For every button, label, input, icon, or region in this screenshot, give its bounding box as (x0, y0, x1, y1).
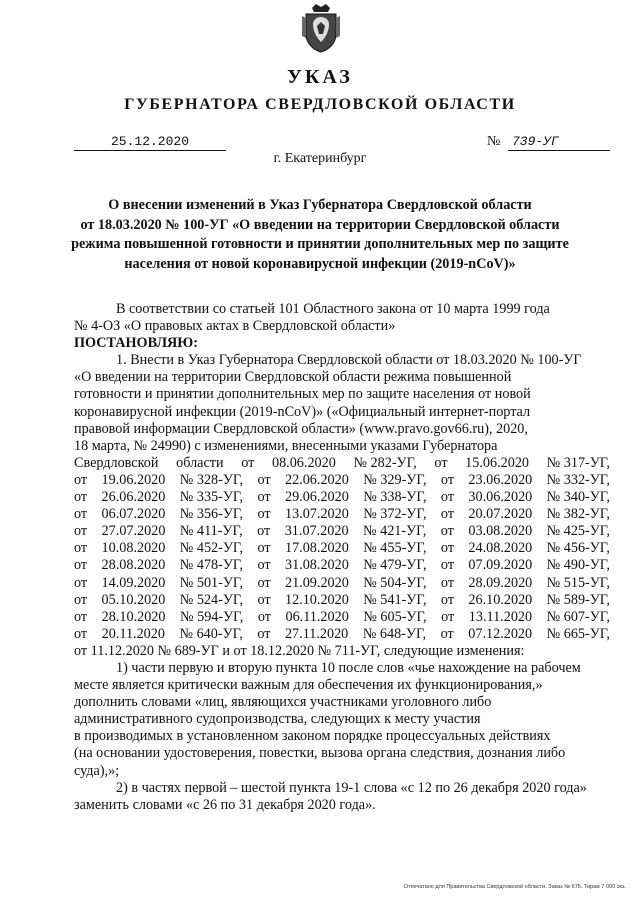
amendment-token: от (74, 591, 88, 608)
amendment-token: от (257, 557, 271, 574)
heading-line: от 18.03.2020 № 100-УГ «О введении на территории Свердловской области (80, 216, 560, 233)
amendment-token: № 589-УГ, (546, 591, 610, 608)
amendment-token: от (257, 540, 271, 557)
amendment-token: № 605-УГ, (363, 608, 427, 625)
heading-line: О внесении изменений в Указ Губернатора Свердловской области (108, 197, 532, 213)
amendment-token: № 504-УГ, (363, 574, 427, 591)
amendment-token: 13.11.2020 (468, 608, 533, 625)
amendment-token: № 335-УГ, (179, 489, 244, 506)
amendment-token: от (440, 574, 455, 591)
amendment-token: области (176, 454, 224, 471)
intro-line: № 4-ОЗ «О правовых актах в Свердловской области» (74, 318, 396, 335)
amendment-token: № 338-УГ, (363, 489, 427, 506)
amendment-token: от (440, 506, 455, 523)
amendment-token: № 411-УГ, (179, 523, 243, 540)
amendment-token: 17.08.2020 (284, 540, 349, 557)
amendment-row (74, 557, 610, 574)
heading-line: населения от новой коронавирусной инфекции (2019-nCoV)» (124, 255, 516, 272)
sub2-line: 2) в частях первой – шестой пункта 19-1 слова «с 12 по 26 декабря 2020 года» (116, 779, 587, 796)
amendment-token: от (257, 489, 271, 506)
amendment-token: № 340-УГ, (546, 489, 610, 506)
amendment-token: № 648-УГ, (362, 625, 427, 642)
amendment-row (74, 455, 610, 472)
amendment-token: 28.10.2020 (101, 608, 166, 625)
amendment-token: № 317-УГ, (546, 454, 610, 471)
amendment-token: № 479-УГ, (363, 557, 427, 574)
amendment-token: № 515-УГ, (546, 574, 610, 591)
amendment-token: № 372-УГ, (363, 506, 427, 523)
amendment-token: 03.08.2020 (468, 523, 533, 540)
amendment-token: 22.06.2020 (284, 471, 349, 488)
document-date: 25.12.2020 (74, 134, 226, 151)
amendment-token: от (74, 471, 88, 488)
document-subtitle: ГУБЕРНАТОРА СВЕРДЛОВСКОЙ ОБЛАСТИ (124, 96, 516, 113)
amendment-token: 05.10.2020 (101, 591, 166, 608)
document-heading (60, 196, 580, 274)
item1-tail: от 11.12.2020 № 689-УГ и от 18.12.2020 № 711-УГ, следующие изменения: (74, 642, 525, 659)
amendment-token: от (74, 574, 88, 591)
amendment-token: № 478-УГ, (179, 557, 244, 574)
amendment-token: 07.12.2020 (468, 625, 533, 642)
item1-line: 18 марта, № 24990) с изменениями, внесенными указами Губернатора (74, 437, 498, 454)
item1-line: «О введении на территории Свердловской области режима повышенной (74, 369, 512, 386)
amendment-token: № 665-УГ, (546, 625, 610, 642)
amendment-token: 27.11.2020 (284, 625, 349, 642)
amendment-token: 19.06.2020 (101, 471, 166, 488)
amendment-token: № 607-УГ, (546, 608, 610, 625)
amendment-token: от (74, 557, 88, 574)
amendment-row (74, 489, 610, 506)
amendment-token: № 452-УГ, (179, 540, 244, 557)
amendment-token: № 356-УГ, (179, 506, 244, 523)
amendment-token: от (74, 540, 88, 557)
amendment-token: от (257, 523, 271, 540)
amendment-row (74, 523, 610, 540)
amendment-token: № 282-УГ, (353, 454, 417, 471)
intro-line: В соответствии со статьей 101 Областного закона от 10 марта 1999 года (116, 301, 550, 317)
item1-line: 1. Внести в Указ Губернатора Свердловской области от 18.03.2020 № 100-УГ (116, 352, 582, 369)
amendment-token: 14.09.2020 (101, 574, 166, 591)
decree-word: ПОСТАНОВЛЯЮ: (74, 335, 199, 352)
amendment-row (74, 575, 610, 592)
amendment-token: 15.06.2020 (465, 454, 530, 471)
amendment-token: 31.08.2020 (284, 557, 349, 574)
amendment-row (74, 626, 610, 643)
amendment-token: № 455-УГ, (363, 540, 427, 557)
amendment-token: от (434, 454, 448, 471)
amendment-token: от (440, 523, 454, 540)
amendment-token: 27.07.2020 (101, 523, 166, 540)
amendment-token: 28.09.2020 (468, 574, 533, 591)
amendment-row (74, 609, 610, 626)
amendment-token: от (257, 608, 271, 625)
amendment-token: Свердловской (74, 454, 159, 471)
item1-line: готовности и принятии дополнительных мер по защите населения от новой (74, 386, 531, 403)
amendment-token: 30.06.2020 (468, 489, 533, 506)
amendment-token: от (74, 523, 88, 540)
amendment-token: от (440, 471, 455, 488)
sub1-line: в производимых в установленном законом порядке процессуальных действиях (74, 728, 551, 745)
amendment-row (74, 592, 610, 609)
print-footer: Отпечатано для Правительства Свердловской области. Заказ № 675. Тираж 7 000 экз. (403, 884, 626, 890)
amendment-token: № 524-УГ, (179, 591, 244, 608)
amendment-token: № 425-УГ, (546, 523, 610, 540)
sub1-line: дополнить словами «лиц, являющихся участниками уголовного либо (74, 694, 492, 711)
amendment-token: 21.09.2020 (284, 574, 349, 591)
amendment-token: от (440, 625, 454, 642)
amendment-token: от (440, 489, 455, 506)
sub1-line: суда),»; (74, 762, 120, 779)
document-body (74, 301, 610, 814)
amendment-token: 08.06.2020 (271, 454, 336, 471)
amendment-token: 31.07.2020 (284, 523, 349, 540)
amendment-token: № 594-УГ, (180, 608, 244, 625)
sub1-line: месте является критически важным для обеспечения их функционирования,» (74, 677, 543, 694)
amendment-token: № 328-УГ, (179, 471, 244, 488)
amendment-token: от (74, 489, 88, 506)
amendment-token: 26.10.2020 (468, 591, 533, 608)
amendment-row (74, 540, 610, 557)
city: г. Екатеринбург (273, 151, 367, 166)
amendment-token: № 640-УГ, (179, 625, 243, 642)
amendment-token: № 456-УГ, (546, 540, 610, 557)
amendment-token: от (440, 540, 455, 557)
amendment-token: № 421-УГ, (363, 523, 427, 540)
amendment-token: 12.10.2020 (284, 591, 349, 608)
amendment-row (74, 472, 610, 489)
item1-line: правовой информации Свердловской области» (www.pravo.gov66.ru), 2020, (74, 420, 528, 437)
amendment-token: от (257, 471, 271, 488)
amendment-token: от (257, 574, 271, 591)
amendment-token: № 541-УГ, (363, 591, 427, 608)
coat-of-arms-icon (300, 2, 342, 54)
amendment-token: № 332-УГ, (546, 471, 610, 488)
amendment-token: от (440, 591, 455, 608)
sub1-line: 1) части первую и вторую пункта 10 после слов «чье нахождение на рабочем (116, 659, 581, 676)
amendment-token: 28.08.2020 (101, 557, 166, 574)
amendment-token: 10.08.2020 (101, 540, 166, 557)
sub1-line: административного судопроизводства, следующих к месту участия (74, 711, 481, 728)
amendment-token: от (257, 506, 271, 523)
amendment-token: 26.06.2020 (101, 489, 166, 506)
amendment-token: № 501-УГ, (179, 574, 244, 591)
amendment-token: № 490-УГ, (546, 557, 610, 574)
document-title: УКАЗ (287, 66, 353, 88)
amendment-token: от (257, 591, 271, 608)
amendments-list (74, 455, 610, 643)
amendment-token: от (241, 454, 255, 471)
amendment-token: от (74, 506, 88, 523)
amendment-token: 06.11.2020 (285, 608, 349, 625)
amendment-token: от (441, 608, 455, 625)
amendment-token: 20.07.2020 (468, 506, 533, 523)
item1-line: коронавирусной инфекции (2019-nCoV)» («Официальный интернет-портал (74, 403, 531, 420)
amendment-token: 13.07.2020 (284, 506, 349, 523)
amendment-row (74, 506, 610, 523)
sub2-line: заменить словами «с 26 по 31 декабря 2020 года». (74, 796, 376, 813)
amendment-token: 20.11.2020 (101, 625, 165, 642)
amendment-token: от (257, 625, 271, 642)
document-number: 739-УГ (508, 134, 610, 151)
number-sign: № (487, 134, 501, 149)
amendment-token: 24.08.2020 (468, 540, 533, 557)
amendment-token: № 329-УГ, (363, 471, 427, 488)
amendment-token: от (74, 608, 88, 625)
amendment-token: от (74, 625, 88, 642)
amendment-token: 06.07.2020 (101, 506, 166, 523)
amendment-token: 07.09.2020 (468, 557, 533, 574)
sub1-line: (на основании удостоверения, повестки, вызова органа следствия, дознания либо (74, 745, 566, 762)
amendment-token: № 382-УГ, (546, 506, 610, 523)
amendment-token: от (440, 557, 455, 574)
heading-line: режима повышенной готовности и принятии дополнительных мер по защите (71, 236, 569, 252)
amendment-token: 29.06.2020 (284, 489, 349, 506)
amendment-token: 23.06.2020 (468, 471, 533, 488)
